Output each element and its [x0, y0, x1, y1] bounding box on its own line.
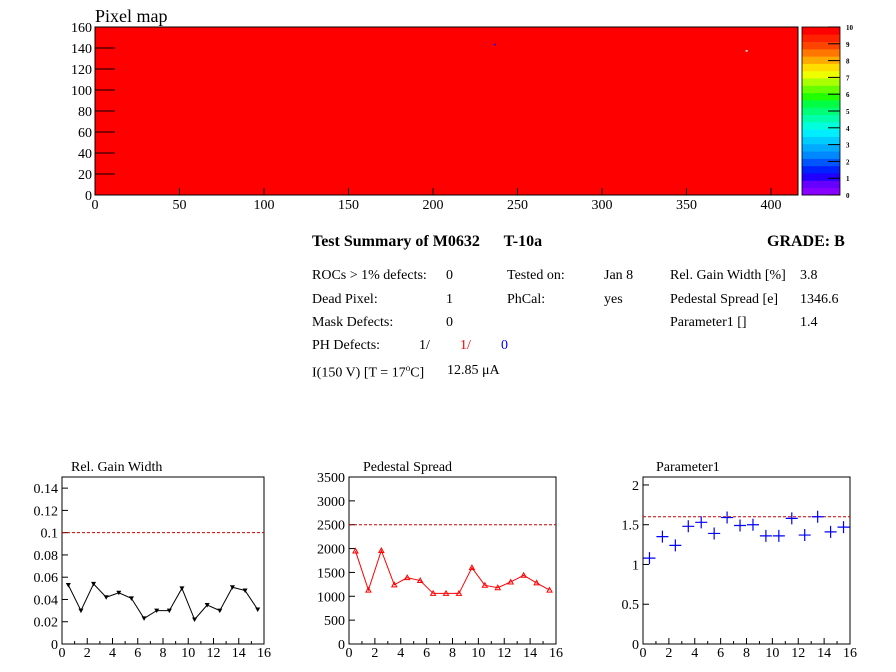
palette-cell	[802, 34, 840, 42]
palette-cell	[802, 56, 840, 64]
ph-value-1: 1/	[419, 338, 430, 353]
palette-cell	[802, 49, 840, 57]
pixel-map	[0, 0, 896, 230]
plot-ytick-label: 0.12	[33, 504, 58, 520]
map-xtick-label: 100	[253, 198, 275, 213]
palette-tick-label: 0	[846, 192, 850, 200]
map-ytick-label: 40	[78, 147, 92, 162]
plot-xtick-label: 10	[471, 646, 486, 661]
plot-xtick-label: 16	[257, 646, 271, 661]
palette-cell	[802, 64, 840, 72]
ph-value-3: 0	[501, 338, 508, 353]
palette-cell	[802, 188, 840, 196]
tested-value: Jan 8	[604, 268, 634, 283]
plot-ytick-label: 0.1	[40, 526, 58, 542]
pixel-map-title: Pixel map	[95, 6, 168, 26]
plot-ytick-label: 1500	[317, 566, 345, 582]
plot-frame	[643, 477, 850, 644]
plot-ytick-label: 0.04	[33, 593, 58, 609]
current-label: I(150 V) $[T = 17^oC]$	[312, 363, 425, 381]
palette-tick-label: 7	[846, 74, 850, 83]
plot-ytick-label: 0.08	[33, 548, 58, 564]
map-ytick-label: 60	[78, 126, 92, 141]
palette-cell	[802, 151, 840, 159]
palette-cell	[802, 122, 840, 130]
mask-value: 0	[446, 315, 453, 330]
plot-ytick-label: 3500	[317, 471, 345, 486]
map-xtick-label: 350	[675, 198, 697, 213]
plot-xtick-label: 8	[449, 646, 456, 661]
plot-ytick-label: 0.02	[33, 615, 58, 631]
plot-frame	[62, 477, 264, 644]
gain-value: 3.8	[800, 268, 818, 283]
palette-tick-label: 1	[846, 175, 850, 184]
map-xtick-label: 0	[91, 198, 99, 213]
summary-title	[312, 233, 542, 251]
palette-cell	[802, 180, 840, 188]
plot-xtick-label: 14	[523, 646, 538, 661]
plot-xtick-label: 2	[371, 646, 379, 661]
plot-xtick-label: 2	[83, 646, 91, 661]
palette-tick-label: 9	[846, 40, 850, 49]
plot-xtick-label: 6	[423, 646, 431, 661]
map-xtick-label: 200	[422, 198, 444, 213]
plot-xtick-label: 4	[691, 646, 699, 661]
plot-xtick-label: 6	[134, 646, 142, 661]
palette-cell	[802, 42, 840, 50]
current-value: 12.85 μA	[447, 363, 500, 378]
palette-cell	[802, 166, 840, 174]
pedestal-label: Pedestal Spread [e]	[670, 292, 779, 307]
palette-cell	[802, 27, 840, 35]
pixel-map-area	[95, 27, 798, 195]
plot-xtick-label: 8	[743, 646, 750, 661]
plot-xtick-label: 6	[717, 646, 725, 661]
plot-ytick-label: 0.5	[621, 598, 639, 614]
plot-ytick-label: 1000	[317, 590, 345, 606]
plot-ytick-label: 2500	[317, 518, 345, 534]
map-ytick-label: 0	[85, 189, 92, 204]
module-name: Test Summary of M0632	[312, 233, 480, 250]
rocs-label: ROCs > 1% defects:	[312, 268, 427, 283]
plot-frame	[349, 477, 556, 644]
plot-title: Parameter1	[656, 460, 720, 475]
plot-xtick-label: 4	[109, 646, 116, 661]
map-ytick-label: 160	[71, 21, 92, 36]
plot-xtick-label: 12	[791, 646, 806, 661]
palette-cell	[802, 100, 840, 108]
tested-label: Tested on:	[507, 268, 565, 283]
map-ytick-label: 120	[71, 63, 92, 78]
palette-tick-label: 3	[846, 141, 850, 150]
plot-ytick-label: 0.14	[33, 482, 58, 498]
plot-ytick-label: 0	[632, 638, 639, 653]
parameter-label: Parameter1 []	[670, 315, 747, 330]
ph-label: PH Defects:	[312, 338, 381, 353]
palette-cell	[802, 137, 840, 145]
plot-xtick-label: 10	[181, 646, 196, 661]
parameter-value: 1.4	[800, 315, 818, 330]
plot-xtick-label: 10	[765, 646, 780, 661]
plot-ytick-label: 0	[51, 638, 58, 653]
plot-ytick-label: 1.5	[621, 518, 639, 534]
plot-xtick-label: 12	[497, 646, 512, 661]
map-ytick-label: 100	[71, 84, 92, 99]
map-xtick-label: 400	[760, 198, 782, 213]
plot-ytick-label: 2000	[317, 542, 345, 558]
plot-3	[622, 460, 858, 661]
palette-cell	[802, 129, 840, 137]
pedestal-value: 1346.6	[800, 292, 839, 307]
plot-xtick-label: 16	[843, 646, 857, 661]
grade: GRADE: B	[767, 233, 845, 250]
palette-tick-label: 10	[846, 24, 853, 32]
plot-title: Pedestal Spread	[363, 460, 453, 475]
map-xtick-label: 50	[172, 198, 187, 213]
plot-xtick-label: 0	[345, 646, 353, 661]
map-xtick-label: 250	[506, 198, 528, 213]
plot-ytick-label: 500	[324, 614, 345, 630]
map-defect-pixel	[746, 50, 748, 52]
map-ytick-label: 140	[71, 42, 92, 57]
summary-plots	[0, 450, 896, 672]
plot-xtick-label: 14	[817, 646, 832, 661]
palette-tick-label: 5	[846, 108, 850, 116]
plot-ytick-label: 1	[632, 558, 639, 574]
palette-cell	[802, 78, 840, 86]
mask-label: Mask Defects:	[312, 315, 394, 330]
palette-tick-label: 6	[846, 91, 850, 100]
plot-xtick-label: 8	[159, 646, 167, 661]
plot-1	[34, 460, 272, 661]
rocs-value: 0	[446, 268, 453, 283]
dead-label: Dead Pixel:	[312, 292, 378, 307]
map-defect-pixel	[494, 44, 496, 46]
dead-value: 1	[446, 292, 453, 307]
palette-cell	[802, 173, 840, 181]
map-ytick-label: 80	[78, 105, 92, 120]
plot-xtick-label: 0	[639, 646, 647, 661]
plot-title: Rel. Gain Width	[71, 460, 163, 475]
plot-xtick-label: 0	[58, 646, 66, 661]
map-xtick-label: 300	[591, 198, 613, 213]
test-name: T-10a	[503, 233, 543, 250]
plot-xtick-label: 4	[397, 646, 405, 661]
ph-value-2: 1/	[460, 338, 471, 353]
palette-tick-label: 2	[846, 158, 850, 167]
plot-xtick-label: 2	[665, 646, 673, 661]
plot-xtick-label: 16	[549, 646, 563, 661]
plot-ytick-label: 0	[338, 638, 345, 653]
plot-xtick-label: 12	[206, 646, 221, 661]
phcal-label: PhCal:	[507, 292, 546, 307]
palette-cell	[802, 158, 840, 166]
phcal-value: yes	[604, 292, 623, 307]
plot-xtick-label: 14	[231, 646, 246, 661]
palette-tick-label: 4	[846, 124, 850, 133]
plot-ytick-label: 3000	[317, 494, 345, 510]
gain-label: Rel. Gain Width [%]	[670, 268, 786, 283]
map-xtick-label: 150	[337, 198, 359, 213]
palette-cell	[802, 85, 840, 93]
palette-tick-label: 8	[846, 57, 850, 66]
plot-ytick-label: 0.06	[33, 571, 58, 587]
map-ytick-label: 20	[78, 168, 92, 183]
palette-cell	[802, 115, 840, 123]
plot-ytick-label: 2	[632, 478, 639, 494]
plot-2	[317, 460, 563, 661]
